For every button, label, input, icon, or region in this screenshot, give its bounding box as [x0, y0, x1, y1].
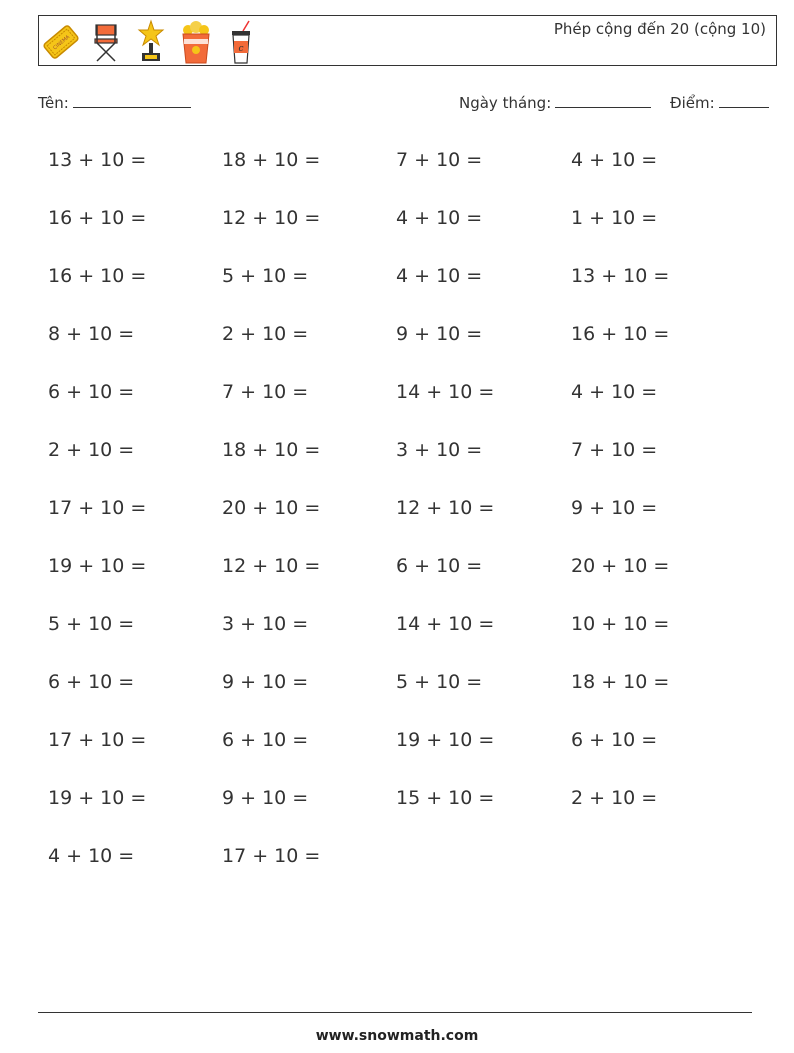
problem-item: 17 + 10 = [222, 845, 321, 867]
problem-item: 6 + 10 = [396, 555, 483, 577]
footer-divider [38, 1012, 752, 1013]
problem-item: 9 + 10 = [222, 787, 309, 809]
name-field[interactable] [38, 93, 191, 112]
problem-item: 4 + 10 = [396, 265, 483, 287]
problem-item: 19 + 10 = [48, 555, 147, 577]
date-line [555, 93, 651, 108]
problem-item: 4 + 10 = [571, 149, 658, 171]
problem-item: 2 + 10 = [571, 787, 658, 809]
problem-item: 6 + 10 = [222, 729, 309, 751]
name-label: Tên: [38, 94, 69, 112]
problem-item: 12 + 10 = [222, 207, 321, 229]
problem-item: 12 + 10 = [222, 555, 321, 577]
problem-item: 20 + 10 = [571, 555, 670, 577]
worksheet-header [38, 15, 777, 66]
problem-item: 19 + 10 = [48, 787, 147, 809]
popcorn-icon [178, 19, 214, 65]
problem-item: 4 + 10 = [396, 207, 483, 229]
problem-item: 5 + 10 = [48, 613, 135, 635]
problem-item: 3 + 10 = [396, 439, 483, 461]
problem-item: 18 + 10 = [571, 671, 670, 693]
date-field[interactable] [459, 93, 651, 112]
header-icons [43, 19, 268, 65]
problem-item: 17 + 10 = [48, 729, 147, 751]
worksheet-title: Phép cộng đến 20 (cộng 10) [553, 20, 766, 38]
score-label: Điểm: [670, 94, 715, 112]
star-trophy-icon [133, 19, 169, 65]
problem-item: 2 + 10 = [222, 323, 309, 345]
problem-item: 9 + 10 = [222, 671, 309, 693]
problem-item: 10 + 10 = [571, 613, 670, 635]
problem-item: 4 + 10 = [571, 381, 658, 403]
problem-item: 6 + 10 = [48, 671, 135, 693]
problem-item: 14 + 10 = [396, 613, 495, 635]
date-label: Ngày tháng: [459, 94, 552, 112]
problem-item: 13 + 10 = [571, 265, 670, 287]
problem-item: 7 + 10 = [396, 149, 483, 171]
problem-item: 9 + 10 = [396, 323, 483, 345]
problem-item: 20 + 10 = [222, 497, 321, 519]
problem-item: 3 + 10 = [222, 613, 309, 635]
svg-text:c: c [238, 44, 244, 54]
problem-item: 9 + 10 = [571, 497, 658, 519]
problem-item: 18 + 10 = [222, 439, 321, 461]
problem-item: 16 + 10 = [48, 207, 147, 229]
problem-item: 6 + 10 = [571, 729, 658, 751]
problem-item: 2 + 10 = [48, 439, 135, 461]
problem-item: 6 + 10 = [48, 381, 135, 403]
svg-text:CINEMA: CINEMA [52, 34, 72, 52]
problem-item: 5 + 10 = [222, 265, 309, 287]
soda-cup-icon [223, 19, 259, 65]
problem-item: 13 + 10 = [48, 149, 147, 171]
problem-item: 4 + 10 = [48, 845, 135, 867]
score-line [719, 93, 769, 108]
problem-item: 15 + 10 = [396, 787, 495, 809]
problem-item: 17 + 10 = [48, 497, 147, 519]
score-field[interactable] [670, 93, 769, 112]
problem-item: 12 + 10 = [396, 497, 495, 519]
problem-item: 5 + 10 = [396, 671, 483, 693]
problem-item: 8 + 10 = [48, 323, 135, 345]
problem-item: 7 + 10 = [571, 439, 658, 461]
problem-item: 1 + 10 = [571, 207, 658, 229]
name-line [73, 93, 191, 108]
cinema-ticket-icon [43, 19, 79, 65]
problem-item: 7 + 10 = [222, 381, 309, 403]
problem-item: 16 + 10 = [48, 265, 147, 287]
director-chair-icon [88, 19, 124, 65]
problem-item: 19 + 10 = [396, 729, 495, 751]
problem-item: 16 + 10 = [571, 323, 670, 345]
footer-url: www.snowmath.com [315, 1028, 479, 1044]
problem-item: 14 + 10 = [396, 381, 495, 403]
problem-item: 18 + 10 = [222, 149, 321, 171]
